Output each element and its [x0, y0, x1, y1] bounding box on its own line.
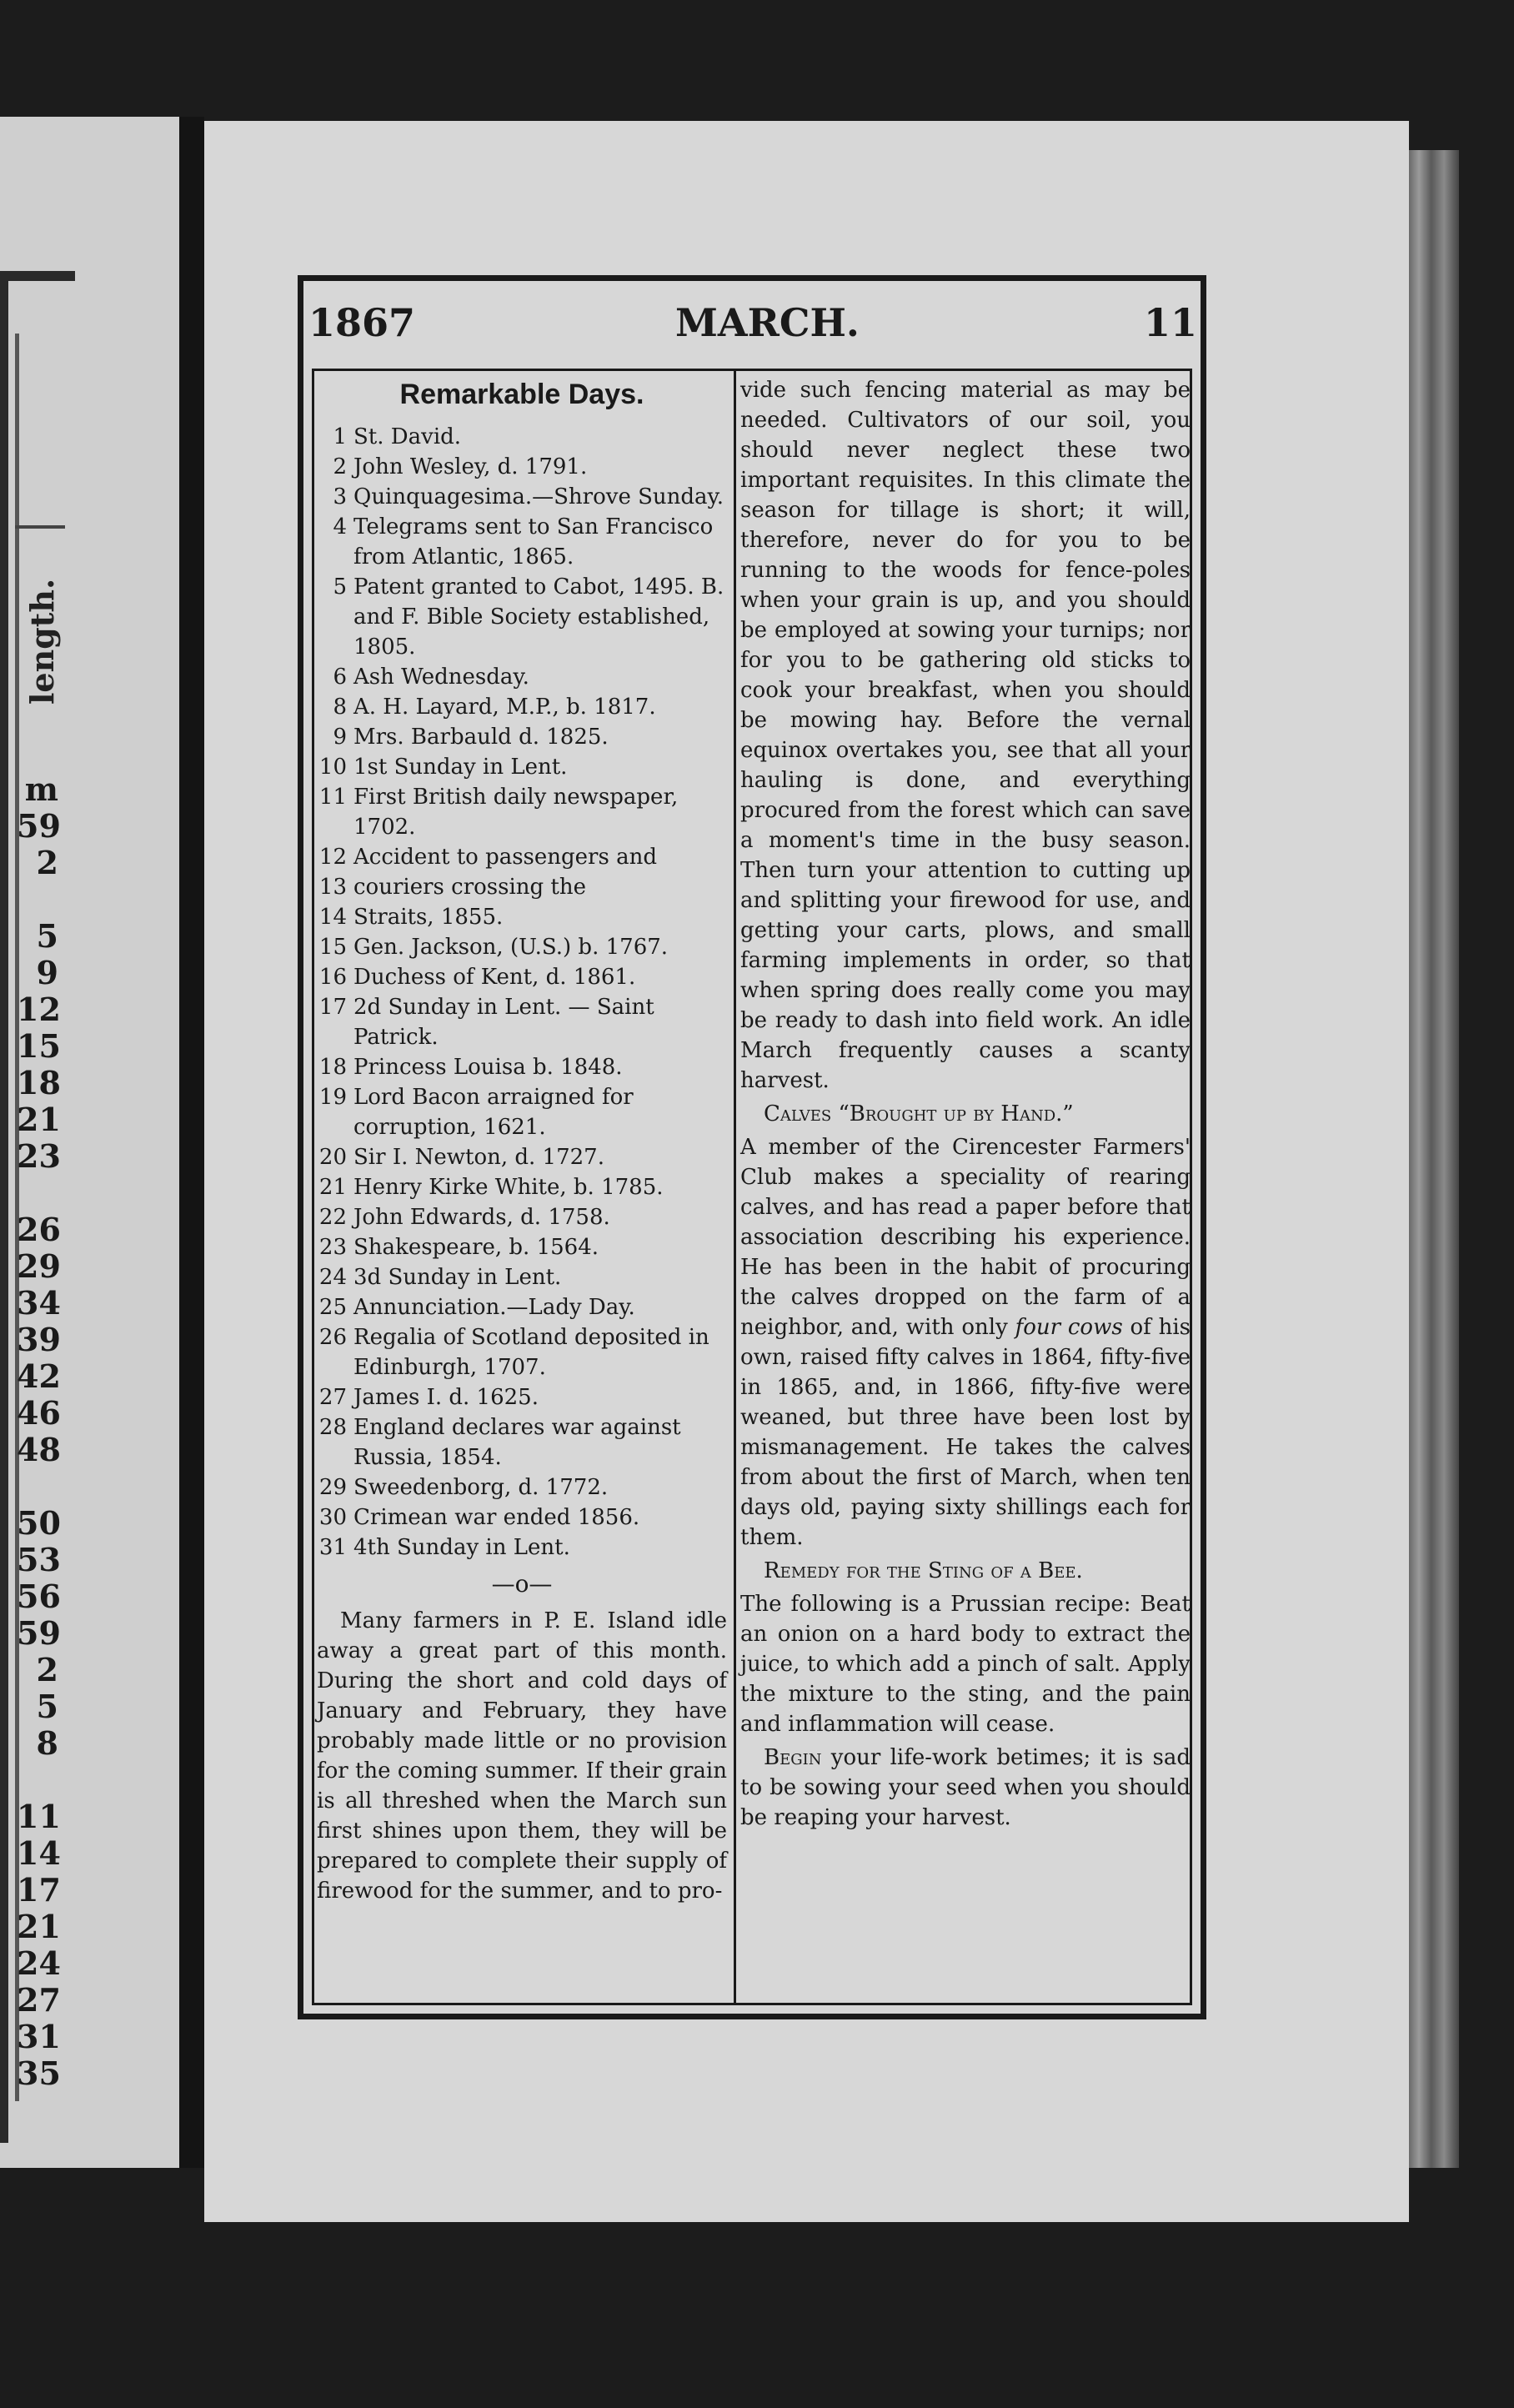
- day-number: 22: [318, 1205, 347, 1230]
- begin-text: your life-work betimes; it is sad to be sowing your seed when you should be reaping your harvest.: [740, 1745, 1191, 1830]
- day-event: 4th Sunday in Lent.: [353, 1535, 570, 1560]
- book-gutter: [179, 117, 204, 2168]
- bee-heading-text: Remedy for the Sting of a Bee.: [764, 1558, 1083, 1583]
- left-page-number: 17: [17, 1871, 61, 1909]
- remarkable-day-entry: [317, 572, 727, 662]
- day-event: England declares war against Russia, 1854.: [353, 1415, 681, 1470]
- day-number: 17: [318, 995, 347, 1020]
- left-page-number: m: [24, 770, 58, 808]
- remarkable-day-entry: [317, 1322, 727, 1382]
- remarkable-day-entry: [317, 1142, 727, 1172]
- remarkable-day-entry: [317, 842, 727, 872]
- left-page-number: 21: [17, 1908, 61, 1945]
- left-page-number: 5: [36, 917, 58, 955]
- left-page-number: 31: [17, 2018, 61, 2055]
- left-page-number: 15: [17, 1027, 61, 1065]
- left-page-number: 11: [17, 1798, 61, 1835]
- remarkable-day-entry: [317, 1262, 727, 1292]
- calves-heading-text: Calves “Brought up by Hand.”: [764, 1101, 1074, 1126]
- day-event: St. David.: [353, 424, 462, 449]
- bee-heading: [740, 1556, 1191, 1586]
- remarkable-day-entry: [317, 1412, 727, 1472]
- remarkable-day-entry: [317, 1172, 727, 1202]
- page-edge-stack: [1409, 150, 1459, 2168]
- left-page-number: 26: [17, 1211, 61, 1248]
- left-page-number: [17, 1468, 58, 1505]
- remarkable-day-entry: [317, 1472, 727, 1502]
- day-event: Crimean war ended 1856.: [353, 1505, 640, 1530]
- remarkable-day-entry: [317, 752, 727, 782]
- day-number: 16: [318, 965, 347, 990]
- remarkable-day-entry: [317, 1052, 727, 1082]
- day-event: Lord Bacon arraigned for corruption, 1621.: [353, 1085, 634, 1140]
- day-number: 8: [333, 695, 347, 720]
- day-number: 9: [333, 725, 347, 750]
- remarkable-day-entry: [317, 722, 727, 752]
- remarkable-day-entry: [317, 452, 727, 482]
- day-number: 14: [318, 905, 347, 930]
- left-page-number: 53: [17, 1541, 61, 1578]
- begin-word: Begin: [764, 1745, 822, 1770]
- calves-paragraph: [740, 1132, 1191, 1553]
- left-page-number: [17, 1762, 58, 1798]
- left-page-number: 39: [17, 1321, 61, 1358]
- calves-text-1: A member of the Cirencester Farmers' Club makes a speciality of rearing calves, and has read a paper before that association describing his experience. He has been in the habit of procuring the calves dropped on the farm of a neighbor, and, with only: [740, 1135, 1191, 1340]
- remarkable-day-entry: [317, 782, 727, 842]
- remarkable-days-title: Remarkable Days.: [399, 379, 644, 410]
- left-page-number: 24: [17, 1944, 61, 1982]
- day-number: 1: [333, 424, 347, 449]
- day-event: Ash Wednesday.: [353, 665, 529, 690]
- day-number: 11: [318, 785, 347, 810]
- day-event: Duchess of Kent, d. 1861.: [353, 965, 636, 990]
- day-number: 20: [318, 1145, 347, 1170]
- day-number: 12: [318, 845, 347, 870]
- day-event: John Edwards, d. 1758.: [353, 1205, 610, 1230]
- left-page-number: 8: [36, 1724, 58, 1762]
- day-event: Shakespeare, b. 1564.: [353, 1235, 599, 1260]
- remarkable-day-entry: [317, 872, 727, 902]
- column-divider: [734, 369, 736, 2005]
- left-page-number: 5: [36, 1688, 58, 1725]
- day-number: 31: [318, 1535, 347, 1560]
- day-number: 13: [318, 875, 347, 900]
- remarkable-day-entry: [317, 482, 727, 512]
- left-page-number: 59: [17, 807, 61, 845]
- section-ornament: —o—: [491, 1570, 553, 1598]
- remarkable-day-entry: [317, 1502, 727, 1533]
- day-event: James I. d. 1625.: [353, 1385, 539, 1410]
- left-page-number: 50: [17, 1504, 61, 1542]
- left-page-number: 21: [17, 1101, 61, 1138]
- day-event: A. H. Layard, M.P., b. 1817.: [353, 695, 656, 720]
- day-event: Regalia of Scotland deposited in Edinburgh, 1707.: [353, 1325, 709, 1380]
- left-column: [317, 375, 727, 1906]
- page-number: 11: [1144, 300, 1198, 345]
- remarkable-day-entry: [317, 422, 727, 452]
- day-number: 25: [318, 1295, 347, 1320]
- header-month: MARCH.: [675, 300, 860, 345]
- day-event: 2d Sunday in Lent. — Saint Patrick.: [353, 995, 654, 1050]
- day-number: 21: [318, 1175, 347, 1200]
- day-number: 19: [318, 1085, 347, 1110]
- remarkable-day-entry: [317, 662, 727, 692]
- continuation-paragraph: vide such fencing material as may be needed. Cultivators of our soil, you should never neglect these two important requisites. In this climate the season for tillage is short; it will, therefore, never do for you to be running to the woods for fence-poles when your grain is up, and you should be employed at sowing your turnips; nor for you to be gathering old sticks to cook your breakfast, when you should be mowing hay. Before the vernal equinox overtakes you, see that all your hauling is done, and everything procured from the forest which can save a moment's time in the busy season. Then turn your attention to cutting up and splitting your firewood for use, and getting your carts, plows, and small farming implements in order, so that when spring does really come you may be ready to dash into field work. An idle March frequently causes a scanty harvest.: [740, 378, 1191, 1093]
- day-number: 5: [333, 574, 347, 599]
- left-page-number: [17, 881, 58, 918]
- day-event: 1st Sunday in Lent.: [353, 755, 568, 780]
- left-page-number: 56: [17, 1578, 61, 1615]
- day-event: Mrs. Barbauld d. 1825.: [353, 725, 609, 750]
- remarkable-day-entry: [317, 992, 727, 1052]
- left-page-number: 59: [17, 1614, 61, 1652]
- day-number: 4: [333, 514, 347, 539]
- remarkable-day-entry: [317, 962, 727, 992]
- day-number: 18: [318, 1055, 347, 1080]
- left-page-number: 2: [36, 844, 58, 881]
- left-page-number: 9: [36, 954, 58, 991]
- remarkable-day-entry: [317, 1292, 727, 1322]
- remarkable-day-entry: [317, 932, 727, 962]
- remarkable-days-list: [317, 422, 727, 1563]
- day-number: 24: [318, 1265, 347, 1290]
- remarkable-day-entry: [317, 1382, 727, 1412]
- remarkable-day-entry: [317, 1202, 727, 1232]
- remarkable-day-entry: [317, 512, 727, 572]
- left-page-column-header: length.: [23, 578, 61, 705]
- day-event: Accident to passengers and: [353, 845, 657, 870]
- day-number: 6: [333, 665, 347, 690]
- farmers-paragraph: Many farmers in P. E. Island idle away a great part of this month. During the short and cold days of January and February, they have probably made little or no provision for the coming summer. If their grain is all threshed when the March sun first shines upon them, they will be prepared to complete their supply of firewood for the summer, and to pro-: [317, 1608, 727, 1904]
- day-event: Straits, 1855.: [353, 905, 504, 930]
- day-number: 15: [318, 935, 347, 960]
- day-event: Patent granted to Cabot, 1495. B. and F. Bible Society established, 1805.: [353, 574, 724, 660]
- calves-heading: [740, 1099, 1191, 1129]
- day-number: 10: [318, 755, 347, 780]
- left-page-number: 27: [17, 1981, 61, 2019]
- day-event: 3d Sunday in Lent.: [353, 1265, 562, 1290]
- left-page-number: 23: [17, 1137, 61, 1175]
- left-page-number: [17, 1175, 58, 1212]
- remarkable-day-entry: [317, 1232, 727, 1262]
- day-event: First British daily newspaper, 1702.: [353, 785, 679, 840]
- day-number: 3: [333, 484, 347, 509]
- left-page-vertical-rule: [0, 275, 8, 2143]
- remarkable-day-entry: [317, 1082, 727, 1142]
- left-facing-page: [0, 117, 179, 2168]
- day-event: couriers crossing the: [353, 875, 587, 900]
- left-page-number: 18: [17, 1064, 61, 1101]
- day-number: 26: [318, 1325, 347, 1350]
- left-page-header-rule: [15, 525, 65, 529]
- day-event: John Wesley, d. 1791.: [353, 454, 588, 479]
- left-page-number: 35: [17, 2054, 61, 2092]
- day-number: 30: [318, 1505, 347, 1530]
- day-number: 29: [318, 1475, 347, 1500]
- left-page-number: 14: [17, 1834, 61, 1872]
- left-page-number: 48: [17, 1431, 61, 1468]
- begin-paragraph: [740, 1743, 1191, 1833]
- left-page-number: 42: [17, 1357, 61, 1395]
- day-number: 28: [318, 1415, 347, 1440]
- day-event: Gen. Jackson, (U.S.) b. 1767.: [353, 935, 669, 960]
- left-page-number: 2: [36, 1651, 58, 1688]
- day-event: Sir I. Newton, d. 1727.: [353, 1145, 604, 1170]
- remarkable-day-entry: [317, 1533, 727, 1563]
- left-page-number-column: [17, 770, 61, 2092]
- left-page-number: 29: [17, 1247, 61, 1285]
- day-event: Telegrams sent to San Francisco from Atlantic, 1865.: [353, 514, 714, 569]
- day-event: Henry Kirke White, b. 1785.: [353, 1175, 664, 1200]
- bee-paragraph: The following is a Prussian recipe: Beat an onion on a hard body to extract the juice, to which add a pinch of salt. Apply the mixture to the sting, and the pain and inflammation will cease.: [740, 1592, 1191, 1737]
- left-page-number: 34: [17, 1284, 61, 1322]
- day-event: Princess Louisa b. 1848.: [353, 1055, 623, 1080]
- remarkable-day-entry: [317, 692, 727, 722]
- header-year: 1867: [308, 300, 416, 345]
- day-number: 27: [318, 1385, 347, 1410]
- left-page-number: 46: [17, 1394, 61, 1432]
- day-event: Sweedenborg, d. 1772.: [353, 1475, 609, 1500]
- day-event: Annunciation.—Lady Day.: [353, 1295, 635, 1320]
- calves-emphasis: four cows: [1015, 1315, 1123, 1340]
- calves-text-2: of his own, raised fifty calves in 1864, fifty-five in 1865, and, in 1866, fifty-five were weaned, but three have been lost by mismanagement. He takes the calves from about the first of March, when ten days old, paying sixty shillings each for them.: [740, 1315, 1191, 1550]
- day-number: 23: [318, 1235, 347, 1260]
- day-event: Quinquagesima.—Shrove Sunday.: [353, 484, 724, 509]
- left-page-top-rule: [0, 271, 75, 281]
- right-column: [740, 375, 1191, 1836]
- left-page-number: 12: [17, 991, 61, 1028]
- day-number: 2: [333, 454, 347, 479]
- remarkable-day-entry: [317, 902, 727, 932]
